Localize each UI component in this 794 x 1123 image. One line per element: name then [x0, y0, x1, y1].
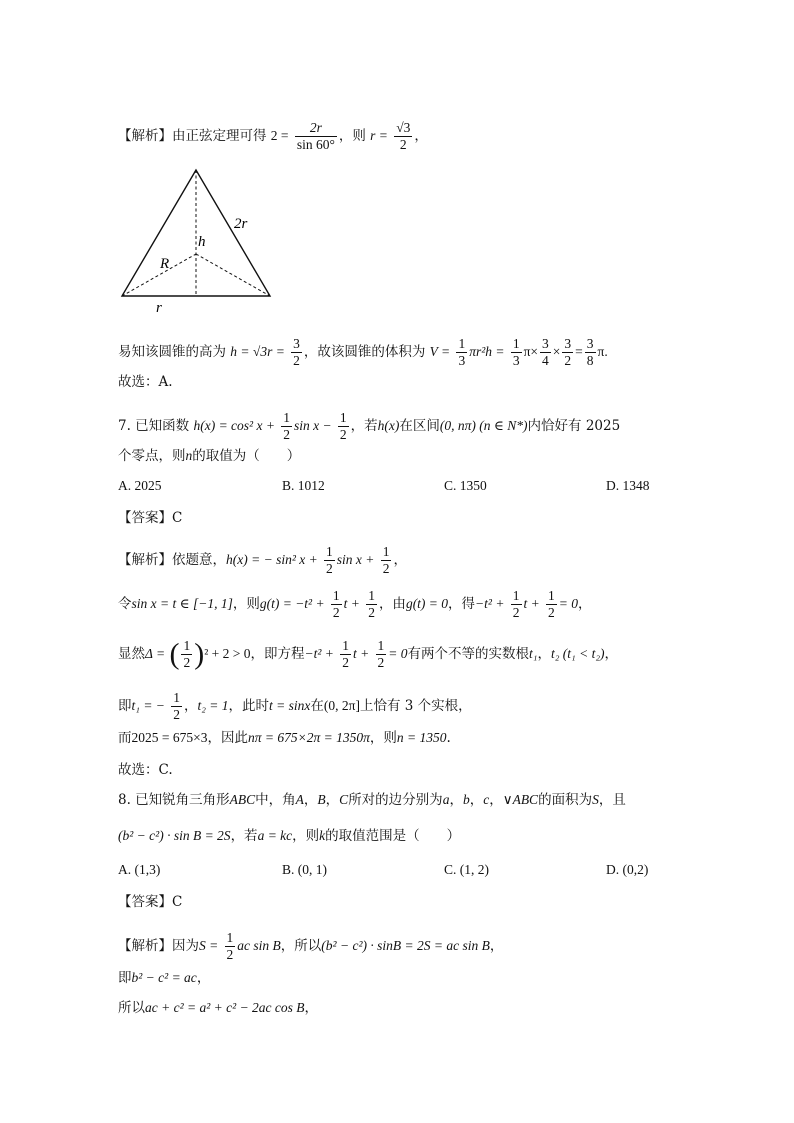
numerator: 1	[339, 410, 347, 425]
solution-7-line-1	[118, 544, 407, 577]
text: ，则	[232, 596, 260, 612]
label-r: r	[156, 300, 162, 315]
math: t = sinx	[269, 698, 311, 713]
text: 即	[118, 698, 132, 714]
label-h: h	[198, 234, 206, 250]
numerator: 1	[226, 930, 234, 945]
text: ，则	[292, 828, 320, 844]
math: b² − c² = ac	[131, 970, 197, 985]
math: π.	[597, 344, 608, 359]
solution-7-line-4	[118, 690, 472, 723]
text: ，	[393, 552, 407, 568]
math: ac sin B	[237, 938, 281, 953]
math: V =	[429, 344, 451, 359]
text: 所以	[118, 1000, 145, 1016]
math: sin x = t ∈ [−1, 1]	[131, 596, 233, 611]
text: 上恰有 3 个实根，	[359, 698, 472, 714]
denominator: 2	[173, 707, 180, 722]
text: ，	[196, 970, 211, 986]
math: ² + 2 > 0	[204, 646, 251, 661]
denominator: 2	[548, 605, 555, 620]
fraction	[225, 930, 236, 963]
fraction	[338, 410, 349, 443]
analysis-tag: 【解析】	[118, 938, 172, 954]
math: h = √3r =	[230, 344, 285, 359]
numerator: 2r	[295, 120, 337, 137]
math: t +	[523, 596, 540, 611]
math: k	[319, 828, 326, 843]
analysis-tag: 【解析】	[118, 552, 172, 568]
math: ∨ABC	[502, 792, 539, 807]
text: ，	[537, 646, 551, 662]
fraction	[340, 638, 351, 671]
fraction	[562, 336, 573, 369]
text: ，	[303, 792, 318, 808]
text: ，故该圆锥的体积为	[303, 344, 426, 360]
text: ，由	[378, 596, 406, 612]
denominator: 8	[586, 353, 594, 368]
denominator: 2	[512, 605, 520, 620]
math: t₂ = 1	[197, 698, 229, 713]
math: a = kc	[257, 828, 293, 843]
fraction	[331, 588, 342, 621]
fraction	[376, 638, 387, 671]
denominator: sin 60°	[296, 137, 335, 152]
math: πr²h =	[469, 344, 505, 359]
math: ac + c² = a² + c² − 2ac cos B	[145, 1000, 305, 1015]
text: ，	[414, 128, 428, 144]
text: 8. 已知锐角三角形	[118, 792, 230, 808]
math: h(x) = − sin² x +	[226, 552, 318, 567]
text: ，则	[338, 128, 366, 144]
label-2r: 2r	[234, 216, 248, 232]
text: 的取值为（ ）	[192, 448, 301, 464]
math: 2 =	[270, 128, 289, 143]
fraction	[585, 336, 596, 369]
math: c	[483, 792, 490, 807]
math: =	[575, 344, 583, 359]
fraction	[291, 336, 302, 369]
paren-open: (	[169, 637, 180, 671]
math: (b² − c²) · sinB = 2S = ac sin B	[321, 938, 490, 953]
text: 在	[310, 698, 324, 714]
text: 令	[118, 596, 132, 612]
text: 显然	[118, 646, 145, 662]
text: 而	[118, 730, 132, 746]
text: ，	[449, 792, 463, 808]
denominator: 2	[382, 561, 390, 576]
math: nπ = 675×2π = 1350π	[247, 730, 370, 745]
math: (0, nπ) (n ∈ N*)	[439, 418, 528, 433]
fraction	[511, 336, 522, 369]
math: = 0	[558, 596, 579, 611]
analysis-tag: 【解析】	[118, 128, 172, 144]
solution-8-line-3	[118, 998, 318, 1018]
text: ，	[489, 938, 504, 954]
math: (0, 2π]	[323, 698, 360, 713]
text: 的取值范围是（ ）	[325, 828, 461, 844]
text: ，	[304, 1000, 319, 1016]
text: 有两个不等的实数根	[407, 646, 529, 662]
numerator: 1	[283, 410, 291, 425]
numerator: 3	[542, 336, 549, 351]
text: ，即方程	[250, 646, 305, 662]
numerator: 1	[183, 638, 191, 653]
text: 所对的边分别为	[348, 792, 443, 808]
question-7-line-1	[118, 410, 620, 443]
math: h(x) = cos² x +	[193, 418, 275, 433]
numerator: 1	[512, 336, 520, 351]
denominator: 3	[458, 353, 466, 368]
math: −t² +	[475, 596, 505, 611]
math: ×	[552, 344, 561, 359]
denominator: 2	[368, 605, 375, 620]
text: ，则	[369, 730, 397, 746]
text: ，若	[230, 828, 258, 844]
text: ，	[469, 792, 484, 808]
text: .	[446, 730, 451, 746]
math: h(x)	[377, 418, 400, 433]
text: 在区间	[399, 418, 440, 434]
denominator: 2	[293, 353, 300, 368]
fraction	[324, 544, 335, 577]
math: r =	[370, 128, 388, 143]
math: sin x −	[294, 418, 332, 433]
math: A	[295, 792, 304, 807]
numerator: 1	[382, 544, 390, 559]
option-b[interactable]: B. (0, 1)	[282, 862, 327, 877]
fraction	[281, 410, 292, 443]
text: 的面积为	[538, 792, 593, 808]
solution-line-1	[118, 120, 428, 153]
option-a[interactable]: A. 2025	[118, 478, 162, 493]
fraction	[394, 120, 412, 153]
math: 2025 = 675×3	[131, 730, 208, 745]
text: 即	[118, 970, 132, 986]
numerator: 3	[564, 336, 572, 351]
numerator: √3	[396, 120, 411, 135]
text: 依题意，	[172, 552, 226, 568]
text: 由正弦定理可得	[172, 128, 267, 144]
denominator: 2	[399, 137, 407, 152]
math: t₂ (t₁ < t₂)	[550, 646, 605, 661]
fraction	[366, 588, 377, 621]
text: ，	[325, 792, 340, 808]
text: ，所以	[280, 938, 322, 954]
fraction	[381, 544, 392, 577]
solution-7-line-2	[118, 588, 592, 621]
denominator: 2	[564, 353, 572, 368]
math: t +	[343, 596, 360, 611]
option-a[interactable]: A. (1,3)	[118, 862, 161, 877]
numerator: 1	[332, 588, 340, 603]
denominator: 2	[342, 655, 349, 670]
numerator: 1	[458, 336, 466, 351]
text: 个零点，则	[118, 448, 186, 464]
math: −t² +	[304, 646, 334, 661]
math: t₁	[529, 646, 538, 661]
math: π×	[523, 344, 538, 359]
fraction	[171, 690, 182, 723]
denominator: 2	[283, 427, 291, 442]
denominator: 2	[377, 655, 385, 670]
choice-line-7: 故选：C.	[118, 762, 173, 778]
fraction	[511, 588, 522, 621]
question-8-line-1	[118, 790, 626, 810]
text: ，得	[448, 596, 476, 612]
fraction	[456, 336, 467, 369]
text: ，若	[350, 418, 378, 434]
question-7-line-2	[118, 446, 300, 466]
answer-line: 【答案】C	[118, 894, 183, 910]
text: ，	[183, 698, 198, 714]
math: S	[592, 792, 599, 807]
fraction	[546, 588, 557, 621]
solution-line-2	[118, 336, 608, 369]
math: a	[442, 792, 450, 807]
option-b[interactable]: B. 1012	[282, 478, 325, 493]
math: ABC	[229, 792, 256, 807]
math: (b² − c²) · sin B = 2S	[118, 828, 231, 843]
label-R: R	[160, 256, 170, 272]
numerator: 1	[512, 588, 520, 603]
denominator: 2	[339, 427, 347, 442]
radius-line-right	[196, 254, 270, 296]
math: n	[185, 448, 193, 463]
text: 因为	[172, 938, 199, 954]
numerator: 1	[342, 638, 349, 653]
option-c[interactable]: C. (1, 2)	[444, 862, 489, 877]
text: ，此时	[228, 698, 270, 714]
denominator: 3	[512, 353, 520, 368]
math: t +	[352, 646, 370, 661]
math: g(t) = 0	[405, 596, 449, 611]
solution-8-line-2	[118, 968, 210, 988]
math: S =	[199, 938, 219, 953]
solution-7-line-5	[118, 728, 451, 748]
text: 内恰好有 2025	[527, 418, 621, 434]
solution-8-line-1	[118, 930, 503, 963]
paren-close: )	[194, 637, 205, 671]
numerator: 1	[548, 588, 555, 603]
math: g(t) = −t² +	[259, 596, 325, 611]
option-c[interactable]: C. 1350	[444, 478, 487, 493]
answer-line: 【答案】C	[118, 510, 183, 526]
denominator: 2	[332, 605, 340, 620]
text: ，	[604, 646, 619, 662]
option-d[interactable]: D. (0,2)	[606, 862, 649, 877]
text: ，	[489, 792, 503, 808]
denominator: 4	[542, 353, 549, 368]
solution-7-line-3	[118, 638, 618, 671]
question-8-line-2	[118, 826, 460, 846]
math: C	[339, 792, 349, 807]
option-d[interactable]: D. 1348	[606, 478, 650, 493]
math: t₁ = −	[131, 698, 165, 713]
denominator: 2	[226, 947, 234, 962]
numerator: 3	[293, 336, 300, 351]
cone-cross-section-diagram	[110, 160, 290, 315]
numerator: 1	[326, 544, 333, 559]
text: ，因此	[207, 730, 248, 746]
math: b	[462, 792, 470, 807]
radius-line-left	[122, 254, 196, 296]
choice-line: 故选：A.	[118, 374, 173, 390]
denominator: 2	[326, 561, 333, 576]
numerator: 1	[368, 588, 375, 603]
math: B	[317, 792, 326, 807]
math: sin x +	[336, 552, 375, 567]
fraction	[295, 120, 337, 153]
denominator: 2	[183, 655, 191, 670]
math: Δ =	[145, 646, 166, 661]
text: ，且	[598, 792, 626, 808]
text: 易知该圆锥的高为	[118, 344, 226, 360]
text: 7. 已知函数	[118, 418, 190, 434]
fraction	[181, 638, 192, 671]
text: 中，角	[255, 792, 296, 808]
numerator: 1	[377, 638, 385, 653]
numerator: 3	[586, 336, 594, 351]
text: ，	[578, 596, 592, 612]
fraction	[540, 336, 551, 369]
numerator: 1	[173, 690, 180, 705]
math: n = 1350	[396, 730, 447, 745]
math: = 0	[388, 646, 408, 661]
